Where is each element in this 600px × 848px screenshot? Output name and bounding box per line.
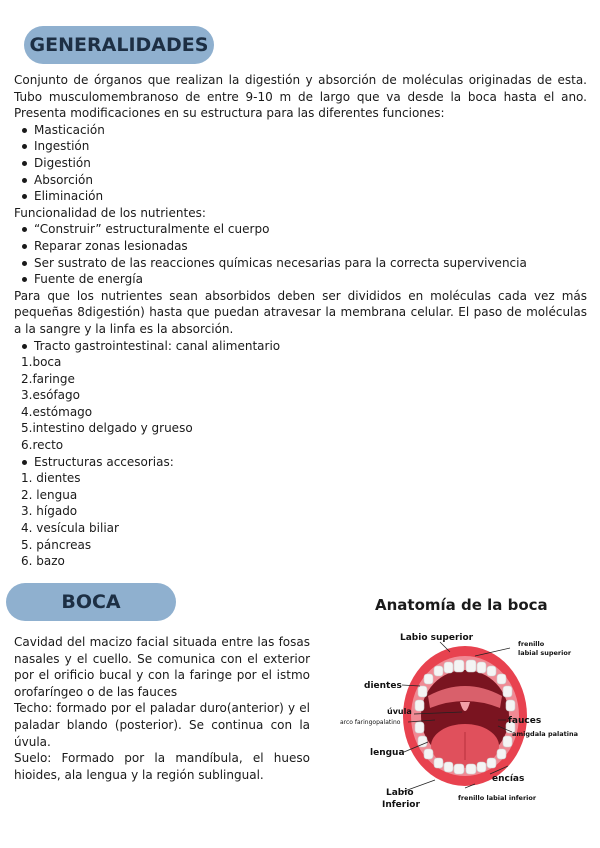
list-item: 2. lengua: [21, 487, 78, 502]
generalidades-heading: [24, 26, 214, 64]
list-item: Absorción: [14, 172, 587, 189]
label-fauces: fauces: [508, 716, 542, 726]
tracto-heading-list: [14, 338, 587, 355]
label-encias: encías: [492, 774, 525, 784]
list-item: 5. páncreas: [21, 537, 92, 552]
label-labio-superior: Labio superior: [400, 633, 474, 643]
boca-paragraph-2: Techo: formado por el paladar duro(anterior) y el paladar blando (posterior). Se continua con la úvula.: [14, 701, 310, 749]
list-item: 1.boca: [21, 355, 62, 370]
accesorias-list: [14, 470, 587, 570]
accesorias-heading-list: [14, 454, 587, 471]
boca-paragraph-3: Suelo: Formado por la mandíbula, el hueso hioides, ala lengua y la región sublingual.: [14, 751, 310, 782]
accesorias-title: Estructuras accesorias:: [14, 454, 587, 471]
list-item: Digestión: [14, 155, 587, 172]
label-lengua: lengua: [370, 748, 405, 758]
absorcion-paragraph: Para que los nutrientes sean absorbidos deben ser divididos en moléculas cada vez más pequeñas 8digestión) hasta que puedan atravesar la membrana celular. El paso de moléculas a la sangre y la linfa es la absorción.: [14, 288, 587, 336]
funciones-list: [14, 122, 587, 205]
list-item: 4.estómago: [21, 404, 93, 419]
figure-title: Anatomía de la boca: [375, 596, 548, 614]
generalidades-section: [14, 72, 587, 570]
nutrientes-list: [14, 221, 587, 287]
label-uvula: úvula: [387, 707, 412, 716]
label-frenillo-inf: frenillo labial inferior: [458, 794, 537, 802]
boca-paragraph-1: Cavidad del macizo facial situada entre las fosas nasales y el cuello. Se comunica con el exterior por el orificio bucal y con la faringe por el istmo orofaríngeo o de las fauces: [14, 635, 310, 699]
mouth-anatomy-illustration: [340, 624, 590, 814]
generalidades-title: GENERALIDADES: [29, 34, 209, 56]
list-item: 6. bazo: [21, 554, 65, 569]
list-item: Ser sustrato de las reacciones químicas necesarias para la correcta supervivencia: [14, 255, 587, 272]
boca-section: [14, 634, 310, 783]
list-item: 1. dientes: [21, 471, 81, 486]
boca-heading: [6, 583, 176, 621]
list-item: Reparar zonas lesionadas: [14, 238, 587, 255]
tracto-list: [14, 354, 587, 454]
tracto-title: Tracto gastrointestinal: canal alimentario: [14, 338, 587, 355]
list-item: 3. hígado: [21, 504, 78, 519]
label-arco: arco faringopalatino: [340, 719, 401, 726]
intro-paragraph: Conjunto de órganos que realizan la digestión y absorción de moléculas originadas de esta. Tubo musculomembranoso de entre 9-10 m de largo que va desde la boca hasta el ano. Presenta modificaciones en su estructura para las diferentes funciones:: [14, 73, 587, 121]
label-frenillo-sup-1: frenillo: [518, 640, 545, 648]
list-item: 6.recto: [21, 438, 64, 453]
list-item: Ingestión: [14, 138, 587, 155]
label-frenillo-sup-2: labial superior: [518, 649, 572, 657]
list-item: 3.esófago: [21, 388, 80, 403]
label-labio-inferior-1: Labio: [386, 788, 414, 798]
label-amigdala: amigdala palatina: [512, 730, 578, 738]
list-item: 4. vesícula biliar: [21, 521, 119, 536]
label-labio-inferior-2: Inferior: [382, 800, 420, 810]
label-dientes: dientes: [364, 681, 402, 691]
list-item: Masticación: [14, 122, 587, 139]
list-item: 5.intestino delgado y grueso: [21, 421, 193, 436]
boca-title: BOCA: [61, 591, 121, 613]
list-item: “Construir” estructuralmente el cuerpo: [14, 221, 587, 238]
list-item: 2.faringe: [21, 371, 75, 386]
list-item: Eliminación: [14, 188, 587, 205]
nutrientes-title: Funcionalidad de los nutrientes:: [14, 205, 206, 220]
list-item: Fuente de energía: [14, 271, 587, 288]
